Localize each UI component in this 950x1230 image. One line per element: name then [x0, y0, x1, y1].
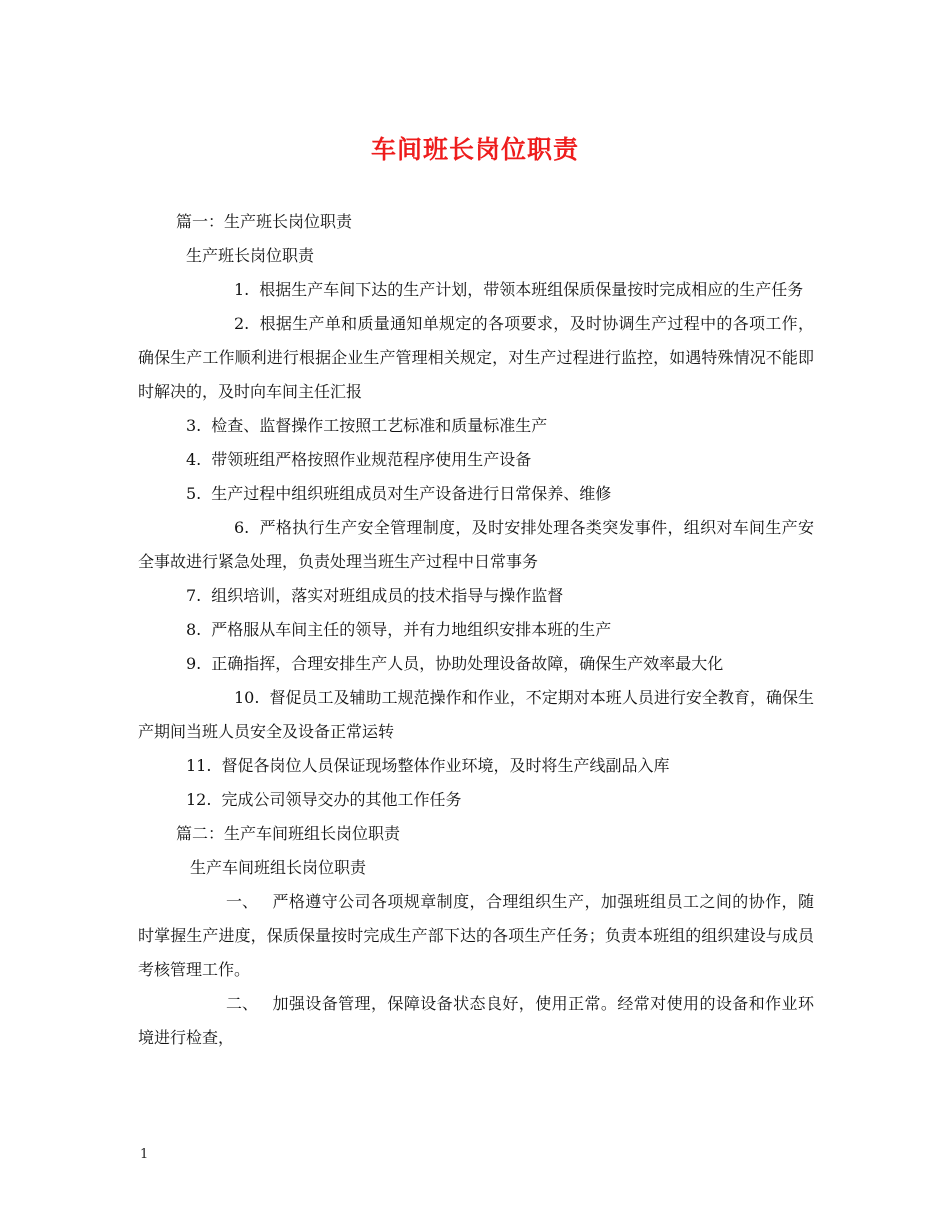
list-item [138, 681, 814, 749]
list-item [138, 613, 814, 647]
list-item-number: 8. [186, 620, 202, 639]
list-item-number: 4. [186, 450, 202, 469]
list-item-number: 二、 [226, 994, 259, 1013]
list-item-text: 正确指挥，合理安排生产人员，协助处理设备故障，确保生产效率最大化 [211, 654, 724, 673]
list-item-number: 3. [186, 416, 202, 435]
section1-heading: 篇一：生产班长岗位职责 [176, 212, 353, 231]
list-item-text: 带领班组严格按照作业规范程序使用生产设备 [211, 450, 532, 469]
list-item-text: 严格遵守公司各项规章制度，合理组织生产，加强班组员工之间的协作，随时掌握生产进度，保质保量按时完成生产部下达的各项生产任务；负责本班组的组织建设与成员考核管理工作。 [138, 892, 814, 979]
section2-subheading: 生产车间班组长岗位职责 [190, 858, 367, 877]
list-item-text: 检查、监督操作工按照工艺标准和质量标准生产 [211, 416, 548, 435]
list-item [138, 511, 814, 579]
list-item [138, 987, 814, 1055]
list-item-text: 督促各岗位人员保证现场整体作业环境，及时将生产线副品入库 [221, 756, 670, 775]
list-item [138, 885, 814, 987]
list-item-number: 9. [186, 654, 202, 673]
list-item [138, 443, 814, 477]
document-title: 车间班长岗位职责 [370, 135, 579, 164]
list-item [138, 273, 814, 307]
list-item-text: 严格执行生产安全管理制度，及时安排处理各类突发事件，组织对车间生产安全事故进行紧急处理，负责处理当班生产过程中日常事务 [138, 518, 814, 571]
list-item-text: 根据生产单和质量通知单规定的各项要求，及时协调生产过程中的各项工作，确保生产工作顺利进行根据企业生产管理相关规定，对生产过程进行监控，如遇特殊情况不能即时解决的，及时向车间主任汇报 [138, 314, 814, 401]
list-item [138, 307, 814, 409]
list-item [138, 409, 814, 443]
document-body [138, 205, 814, 1055]
section1-subheading: 生产班长岗位职责 [186, 246, 315, 265]
list-item [138, 579, 814, 613]
list-item-text: 组织培训，落实对班组成员的技术指导与操作监督 [211, 586, 564, 605]
list-item [138, 749, 814, 783]
list-item-number: 1. [234, 280, 250, 299]
list-item-text: 完成公司领导交办的其他工作任务 [221, 790, 462, 809]
list-item-number: 12. [186, 790, 212, 809]
list-item-number: 6. [234, 518, 250, 537]
list-item-number: 2. [234, 314, 250, 333]
list-item-text: 生产过程中组织班组成员对生产设备进行日常保养、维修 [211, 484, 612, 503]
list-item-number: 7. [186, 586, 202, 605]
list-item-number: 11. [186, 756, 212, 775]
list-item-number: 10. [234, 688, 260, 707]
list-item-text: 加强设备管理，保障设备状态良好，使用正常。经常对使用的设备和作业环境进行检查， [138, 994, 814, 1047]
page-number: 1 [140, 1147, 149, 1162]
list-item [138, 477, 814, 511]
list-item [138, 783, 814, 817]
list-item-number: 一、 [226, 892, 259, 911]
list-item [138, 647, 814, 681]
list-item-text: 督促员工及辅助工规范操作和作业，不定期对本班人员进行安全教育，确保生产期间当班人员安全及设备正常运转 [138, 688, 814, 741]
list-item-number: 5. [186, 484, 202, 503]
list-item-text: 根据生产车间下达的生产计划，带领本班组保质保量按时完成相应的生产任务 [259, 280, 804, 299]
section2-heading: 篇二：生产车间班组长岗位职责 [176, 824, 401, 843]
list-item-text: 严格服从车间主任的领导，并有力地组织安排本班的生产 [211, 620, 612, 639]
